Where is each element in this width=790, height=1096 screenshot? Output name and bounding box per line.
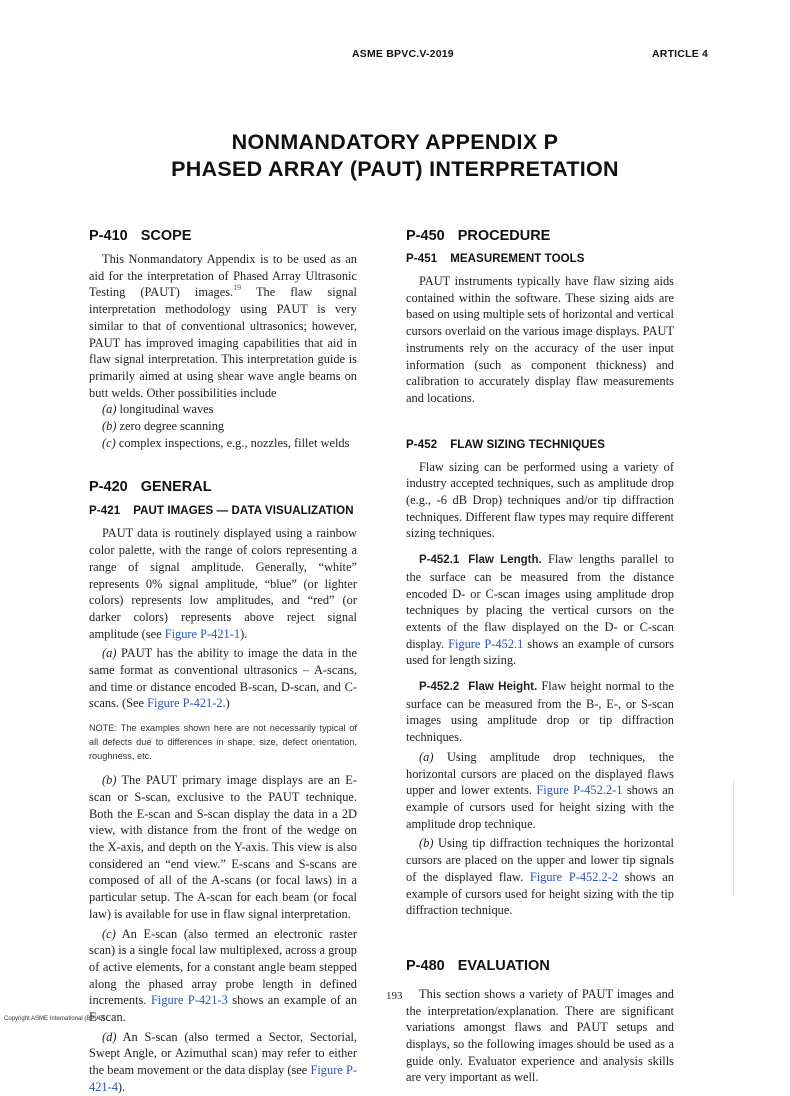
figure-link[interactable]: Figure P-452.1 [448, 636, 524, 651]
appendix-subtitle: PHASED ARRAY (PAUT) INTERPRETATION [171, 157, 619, 181]
flaw-length-paragraph: P-452.1 Flaw Length. Flaw lengths parallel to the surface can be measured from the distance encoded D- or C-scan images using amplitude drop techniques by placing the vertical cursors on the extents of the flaw displayed on the D- or C-scan display. Figure P-452.1 shows an example of cursors used for length sizing. [406, 552, 675, 668]
copyright-notice: Copyright ASME International (BPVC) [4, 1016, 105, 1022]
figure-link[interactable]: Figure P-452.2-2 [529, 869, 619, 884]
section-heading-p480: P-480 EVALUATION [406, 957, 550, 974]
paragraph-b: (b) Using tip diffraction techniques the horizontal cursors are placed on the upper and lower tip signals of the displayed flaw. Figure P-452.2-2 shows an example of cursors used for height sizing with the tip diffraction technique. [406, 836, 675, 918]
section-heading-p450: P-450 PROCEDURE [406, 228, 551, 244]
figure-link[interactable]: Figure P-452.2-1 [536, 783, 623, 798]
subsection-heading-p421: P-421 PAUT IMAGES — DATA VISUALIZATION [89, 505, 354, 518]
flaw-height-paragraph: P-452.2 Flaw Height. Flaw height normal to the surface can be measured from the B-, E-, or S-scan images using amplitude drop or tip diffraction techniques. [406, 679, 674, 745]
figure-link[interactable]: Figure P-421-4 [89, 1063, 358, 1094]
margin-rule [733, 780, 735, 895]
running-header-right: ARTICLE 4 [652, 48, 709, 60]
evaluation-paragraph: This section shows a variety of PAUT images and the interpretation/explanation. There are significant variations amongst flaws and PAUT setups and displays, so the following images should be used as a guide only. Evaluator experience and analysis skills are very important as well. [406, 986, 674, 1085]
paragraph-a: (a) Using amplitude drop techniques, the horizontal cursors are placed on the displayed flaws upper and lower extents. Figure P-452.2-1 shows an example of cursors used for height sizing with the amplitude drop technique. [406, 749, 674, 831]
flaw-sizing-paragraph: Flaw sizing can be performed using a variety of industry accepted techniques, such as amplitude drop (e.g., -6 dB Drop) techniques and/or tip diffraction techniques. Different flaw types may require different sizing techniques. [406, 459, 674, 541]
figure-link[interactable]: Figure P-421-3 [150, 993, 228, 1008]
measurement-tools-paragraph: PAUT instruments typically have flaw sizing aids contained within the software. These sizing aids are based on using multiple sets of horizontal and vertical cursors overlaid on the various image displays. PAUT instruments rely on the accuracy of the user input information (such as component thickness) and calibration to accurately display flaw measurements and locations. [406, 274, 674, 405]
paragraph-a: (a) PAUT has the ability to image the data in the same format as conventional ultrasonics – A-scans, and time or distance encoded B-scan, D-scan, and C-scans. (See Figure P-421-2.) [89, 646, 357, 711]
paragraph-d: (d) An S-scan (also termed a Sector, Sectorial, Swept Angle, or Azimuthal scan) may refer to either the beam movement or the data display (see Figure P-421-4). [89, 1029, 358, 1094]
section-heading-p420: P-420 GENERAL [89, 479, 212, 496]
figure-link[interactable]: Figure P-421-1 [164, 626, 241, 641]
paragraph-c: (c) An E-scan (also termed an electronic raster scan) is a single focal law multiplexed, across a group of active elements, for a constant angle beam stepped along the phased array probe length in defined increments. Figure P-421-3 shows an example of an E-scan. [89, 926, 358, 1025]
footnote-ref[interactable]: 19 [233, 283, 242, 293]
list-item: (a) longitudinal waves [102, 402, 214, 417]
scope-paragraph: This Nonmandatory Appendix is to be used as an aid for the interpretation of Phased Array Ultrasonic Testing (PAUT) images.$^{19}$ The flaw signal interpretation methodology using PAUT is very similar to that of conventional ultrasonics; however, PAUT has improved imaging capabilities that aid in flaw signal interpretation. This interpretation guide is primarily aimed at using shear wave angle beams on butt welds. Other possibilities include [89, 252, 357, 400]
subsection-heading-p452: P-452 FLAW SIZING TECHNIQUES [406, 438, 606, 451]
running-header-left: ASME BPVC.V-2019 [352, 48, 454, 60]
page-number: 193 [386, 990, 403, 1002]
left-column [89, 226, 357, 1096]
note-text: NOTE: The examples shown here are not necessarily typical of all defects due to differences in shape, size, defect orientation, roughness, etc. [89, 723, 357, 762]
figure-link[interactable]: Figure P-421-2 [147, 696, 223, 711]
section-heading-p410: P-410 SCOPE [89, 228, 192, 244]
paragraph-b: (b) The PAUT primary image displays are an E-scan or S-scan, exclusive to the PAUT technique. Both the E-scan and S-scan display the data in a 2D view, with distance from the front of the wedge on the X-axis, and depth on the Y-axis. This view is also considered an “end view.” E-scans and S-scans are composed of all of the A-scans (or focal laws) in a particular setup. The A-scan for each beam (or focal law) is available for use in flaw signal interpretation. [89, 773, 357, 921]
list-item: (c) complex inspections, e.g., nozzles, fillet welds [102, 435, 350, 450]
appendix-title: NONMANDATORY APPENDIX P [231, 130, 559, 154]
paint-images-paragraph: PAUT data is routinely displayed using a rainbow color palette, with the range of colors representing a range of signal amplitude. Generally, “white” represents 0% signal amplitude, “blue” (or lighter colors) represents low amplitudes, and “red” (or darker colors) represents above reject signal amplitude (see Figure P-421-1). [89, 526, 357, 641]
subsection-heading-p451: P-451 MEASUREMENT TOOLS [406, 253, 585, 265]
right-column [406, 226, 674, 1086]
list-item: (b) zero degree scanning [102, 419, 225, 434]
